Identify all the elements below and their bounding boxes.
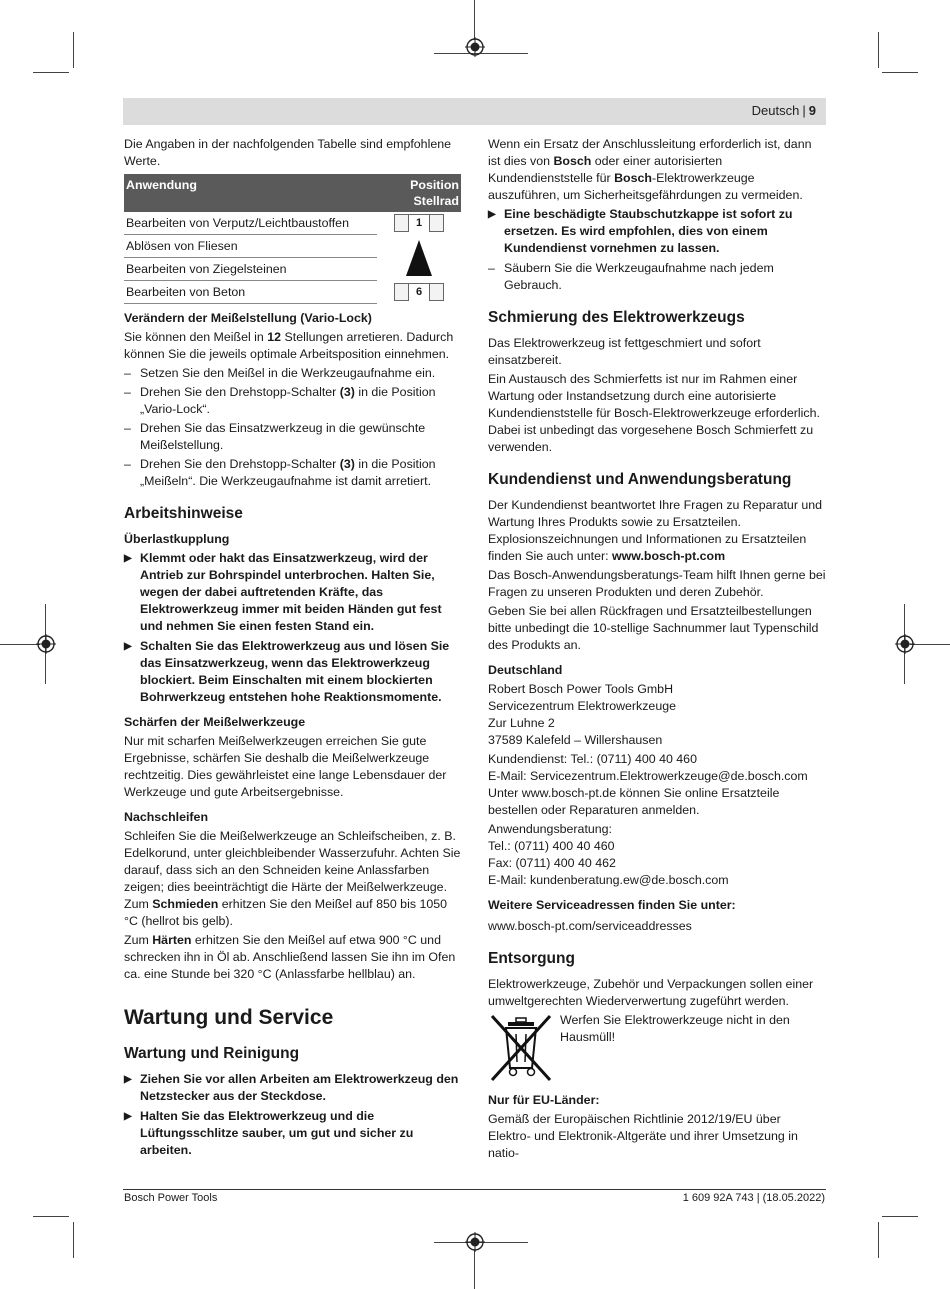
address-line: Robert Bosch Power Tools GmbH — [488, 682, 674, 696]
left-column — [124, 136, 461, 1162]
page-header — [123, 98, 826, 125]
header-language: Deutsch — [751, 103, 800, 118]
dial-arrow-cell — [377, 235, 461, 281]
footer-rule — [123, 1189, 826, 1190]
dial-cell — [377, 212, 461, 235]
table-cell-application: Ablösen von Fliesen — [124, 235, 377, 258]
table-header-position: Position Stellrad — [377, 174, 461, 212]
subsection-heading: Überlastkupplung — [124, 532, 230, 546]
vario-lock-text: Sie können den Meißel in 12 Stellungen arretieren. Dadurch können Sie die jeweils optimale Arbeitsposition einnehmen. — [124, 330, 454, 361]
warning-item: ▶ Klemmt oder hakt das Einsatzwerkzeug, wird der Antrieb zur Bohrspindel unterbrochen. Halten Sie, wegen der dabei auftretenden Kräfte, das Elektrowerkzeug immer mit beiden Händen gut fest und nehmen Sie einen festen Stand ein. — [124, 551, 442, 633]
paragraph: Das Elektrowerkzeug ist fettgeschmiert und sofort einsatzbereit. — [488, 336, 761, 367]
list-item: – Setzen Sie den Meißel in die Werkzeugaufnahme ein. — [124, 366, 436, 380]
crop-mark — [882, 72, 918, 73]
registration-mark-icon — [465, 37, 485, 57]
crop-mark — [33, 1216, 69, 1217]
contact-line: Unter www.bosch-pt.de können Sie online Ersatzteile bestellen oder Reparaturen anmelden. — [488, 786, 780, 817]
table-cell-application: Bearbeiten von Ziegelsteinen — [124, 258, 377, 281]
page-number: 9 — [808, 103, 816, 118]
section-heading: Wartung und Reinigung — [124, 1045, 300, 1062]
paragraph: Geben Sie bei allen Rückfragen und Ersatzteilbestellungen bitte unbedingt die 10-stellige Sachnummer laut Typenschild des Produkts an. — [488, 604, 819, 652]
subsection-heading: Nur für EU-Länder: — [488, 1093, 600, 1107]
paragraph: Ein Austausch des Schmierfetts ist nur im Rahmen einer Wartung oder Instandsetzung durch eine autorisierte Kundendienststelle für Bosch-Elektrowerkzeuge erforderlich. Dabei ist unbedingt das vorgesehene Bosch Schmierfett zu verwenden. — [488, 372, 820, 454]
right-column — [488, 136, 826, 1164]
address-line: 37589 Kalefeld – Willershausen — [488, 733, 663, 747]
list-item: – Drehen Sie das Einsatzwerkzeug in die gewünschte Meißelstellung. — [124, 421, 426, 452]
disposal-notice — [488, 1012, 826, 1084]
list-item: – Drehen Sie den Drehstopp-Schalter (3) in die Position „Vario-Lock“. — [124, 385, 436, 416]
section-heading: Schmierung des Elektrowerkzeugs — [488, 309, 745, 326]
warning-item: ▶ Schalten Sie das Elektrowerkzeug aus und lösen Sie das Einsatzwerkzeug, wenn das Elektrowerkzeug blockiert. Beim Einschalten mit einem blockierten Bohrwerkzeug entstehen hohe Reaktionsmomente. — [124, 639, 450, 704]
triangle-arrow-icon — [404, 238, 434, 278]
paragraph: Nur mit scharfen Meißelwerkzeugen erreichen Sie gute Ergebnisse, schärfen Sie deshalb die Meißelwerkzeuge rechtzeitig. Dies gewährleistet eine lange Lebensdauer der Werkzeuge und gute Arbeitsergebnisse. — [124, 734, 447, 799]
dial-position-6: 6 — [394, 283, 444, 301]
consulting-block — [488, 821, 826, 889]
country-heading: Deutschland — [488, 663, 563, 677]
footer-doc-number: 1 609 92A 743 | (18.05.2022) — [682, 1192, 825, 1204]
warning-item: ▶ Halten Sie das Elektrowerkzeug und die Lüftungsschlitze sauber, um gut und sicher zu arbeiten. — [124, 1109, 414, 1157]
dial-cell — [377, 281, 461, 304]
paragraph: Der Kundendienst beantwortet Ihre Fragen zu Reparatur und Wartung Ihres Produkts sowie zu Ersatzteilen. Explosionszeichnungen und Informationen zu Ersatzteilen finden Sie auch unter: www.bosch-pt.com — [488, 498, 823, 563]
crop-mark — [73, 32, 74, 68]
chisel-position-table — [124, 174, 461, 304]
registration-mark-icon — [36, 634, 56, 654]
contact-block — [488, 751, 826, 819]
contact-line: Anwendungsberatung: — [488, 822, 613, 836]
crop-mark — [33, 72, 69, 73]
paragraph: Zum Härten erhitzen Sie den Meißel auf etwa 900 °C und schrecken ihn in Öl ab. Anschließend lassen Sie ihn im Ofen ca. eine Stunde bei 320 °C (Anlassfarbe hellblau) an. — [124, 933, 456, 981]
paragraph: Gemäß der Europäischen Richtlinie 2012/19/EU über Elektro- und Elektronik-Altgeräte und ihrer Umsetzung in natio- — [488, 1112, 798, 1160]
subsection-heading: Weitere Serviceadressen finden Sie unter: — [488, 898, 736, 912]
contact-line: Tel.: (0711) 400 40 460 — [488, 839, 615, 853]
paragraph: Elektrowerkzeuge, Zubehör und Verpackungen sollen einer umweltgerechten Wiederverwertung zugeführt werden. — [488, 977, 814, 1008]
crop-mark — [474, 0, 475, 40]
paragraph: Das Bosch-Anwendungsberatungs-Team hilft Ihnen gerne bei Fragen zu unseren Produkten und deren Zubehör. — [488, 568, 826, 599]
address-block — [488, 681, 826, 749]
table-intro: Die Angaben in der nachfolgenden Tabelle sind empfohlene Werte. — [124, 137, 451, 168]
crop-mark — [878, 1222, 879, 1258]
section-heading: Kundendienst und Anwendungsberatung — [488, 471, 792, 488]
crop-mark — [910, 644, 950, 645]
table-cell-application: Bearbeiten von Verputz/Leichtbaustoffen — [124, 212, 377, 235]
subsection-heading: Nachschleifen — [124, 810, 209, 824]
table-cell-application: Bearbeiten von Beton — [124, 281, 377, 304]
address-line: Zur Luhne 2 — [488, 716, 555, 730]
registration-mark-icon — [465, 1232, 485, 1252]
table-header-application: Anwendung — [124, 174, 377, 212]
contact-line: E-Mail: Servicezentrum.Elektrowerkzeuge@de.bosch.com — [488, 769, 808, 783]
address-line: Servicezentrum Elektrowerkzeuge — [488, 699, 677, 713]
footer-publisher: Bosch Power Tools — [124, 1192, 218, 1204]
crop-mark — [878, 32, 879, 68]
paragraph: Wenn ein Ersatz der Anschlussleitung erforderlich ist, dann ist dies von Bosch oder einer autorisierten Kundendienststelle für Bosch-Elektrowerkzeuge auszuführen, um Sicherheitsgefährdungen zu vermeiden. — [488, 137, 812, 202]
crop-mark — [882, 1216, 918, 1217]
dial-position-1: 1 — [394, 214, 444, 232]
crop-mark — [0, 644, 40, 645]
list-item: – Säubern Sie die Werkzeugaufnahme nach jedem Gebrauch. — [488, 261, 774, 292]
contact-line: Kundendienst: Tel.: (0711) 400 40 460 — [488, 752, 697, 766]
crop-mark — [474, 1250, 475, 1289]
list-item: – Drehen Sie den Drehstopp-Schalter (3) in die Position „Meißeln“. Die Werkzeugaufnahme ist damit arretiert. — [124, 457, 436, 488]
contact-line: Fax: (0711) 400 40 462 — [488, 856, 616, 870]
warning-item: ▶ Eine beschädigte Staubschutzkappe ist sofort zu ersetzen. Es wird empfohlen, dies von einem Kundendienst vornehmen zu lassen. — [488, 207, 793, 255]
section-heading: Arbeitshinweise — [124, 505, 243, 522]
header-label: Deutsch | 9 — [751, 103, 816, 118]
subsection-heading: Schärfen der Meißelwerkzeuge — [124, 715, 306, 729]
service-url: www.bosch-pt.com/serviceaddresses — [488, 919, 692, 933]
paragraph: Schleifen Sie die Meißelwerkzeuge an Schleifscheiben, z. B. Edelkorund, unter gleichbleibender Wasserzufuhr. Achten Sie darauf, dass sich an den Schneiden keine Anlassfarben zeigen; dies beeinträchtigt die Härte der Meißelwerkzeuge. Zum Schmieden erhitzen Sie den Meißel auf 850 bis 1050 °C (hellrot bis gelb). — [124, 829, 461, 928]
warning-item: ▶ Ziehen Sie vor allen Arbeiten am Elektrowerkzeug den Netzstecker aus der Steckdose. — [124, 1072, 459, 1103]
section-heading: Entsorgung — [488, 950, 575, 967]
contact-line: E-Mail: kundenberatung.ew@de.bosch.com — [488, 873, 729, 887]
disposal-text: Werfen Sie Elektrowerkzeuge nicht in den Hausmüll! — [560, 1013, 790, 1044]
vario-lock-heading: Verändern der Meißelstellung (Vario-Lock) — [124, 311, 372, 325]
crop-mark — [73, 1222, 74, 1258]
chapter-heading: Wartung und Service — [124, 1006, 334, 1029]
registration-mark-icon — [895, 634, 915, 654]
crossed-out-bin-icon — [488, 1012, 554, 1084]
